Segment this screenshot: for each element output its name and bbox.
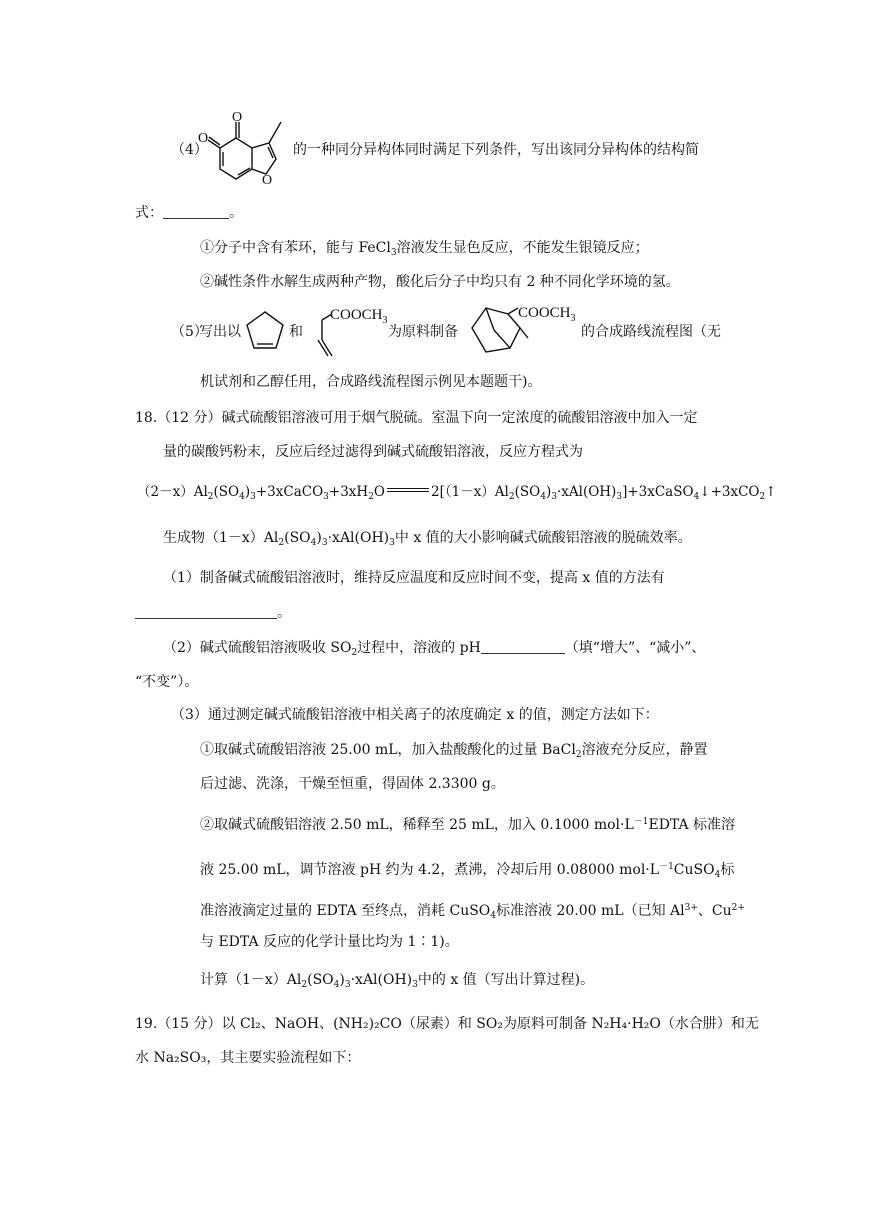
product-label: COOCH — [518, 305, 571, 321]
q17-5-number: （5） — [171, 324, 208, 340]
q17-4-condition-2: ②碱性条件水解生成两种产物，酸化后分子中均只有 2 种不同化学环境的氢。 — [200, 274, 680, 290]
q17-4-text: 的一种同分异构体同时满足下列条件，写出该同分异构体的结构简 — [293, 142, 699, 158]
q17-4-answer-post: 。 — [229, 205, 243, 221]
q18-calc: 计算$(1-x)Al_2(SO_4)_3\cdot xAl(OH)_3$中的 x 值（写出计算过程)。 — [200, 972, 595, 990]
q18-intro-2: 量的碳酸钙粉末，反应后经过滤得到碱式硫酸铝溶液，反应方程式为 — [163, 444, 583, 460]
q18-step-2-line-3: 准溶液滴定过量的 EDTA 至终点，消耗 CuSO$_4$标准溶液 20.00 mL（已知 $Al^{3+}$、$Cu^{2+}$ — [200, 903, 745, 921]
q17-5-text-2: 和 — [289, 324, 303, 340]
molecule-atom-o2: O — [198, 131, 209, 146]
q17-5-text-4: 的合成路线流程图（无 — [581, 324, 721, 340]
q18-step-2-line-2: 液 25.00 mL，调节溶液 pH 约为 4.2，煮沸，冷却后用 0.08000 $mol\cdot L^{-1}CuSO_4$标 — [200, 862, 735, 880]
cyclopentene-molecule — [243, 308, 287, 356]
molecule-atom-o1: O — [232, 110, 243, 125]
q18-part-1-answer: 。 — [135, 603, 291, 623]
product-sub: 3 — [570, 313, 576, 324]
q17-5-text-3: 为原料制备 — [388, 324, 458, 340]
q17-4-answer-pre: 式： — [135, 205, 163, 221]
q18-effect: 生成物$(1-x)Al_2(SO_4)_3\cdot xAl(OH)_3$中 x 值的大小影响碱式硫酸铝溶液的脱硫效率。 — [163, 530, 692, 548]
furanone-molecule — [196, 112, 296, 194]
q18-part-3: （3）通过测定碱式硫酸铝溶液中相关离子的浓度确定 x 的值，测定方法如下： — [171, 707, 659, 723]
reaction-equation: $(2-x)Al_2(SO_4)_3+3xCaCO_3+3xH_2O$ $2[(1-x)Al_2(SO_4)_3\cdot xAl(OH)_3]+3xCaSO_4↓+3xCO_2↑$ — [137, 484, 777, 502]
q18-part-2: （2）碱式硫酸铝溶液吸收 $SO_2$过程中，溶液的 pH （填“增大”、“减小”、 — [163, 640, 706, 658]
q19-line-2: 水 Na₂SO₃，其主要实验流程如下： — [135, 1050, 361, 1066]
svg-text:COOCH3 — [518, 305, 576, 324]
q17-5-text-1: 写出以 — [199, 324, 241, 340]
q18-part-1: （1）制备碱式硫酸铝溶液时，维持反应温度和反应时间不变，提高 x 值的方法有 — [163, 570, 665, 586]
q18-step-2-line-4: 与 EDTA 反应的化学计量比均为 1∶1)。 — [200, 934, 459, 950]
q17-5-line-2: 机试剂和乙醇任用，合成路线流程图示例见本题题干)。 — [200, 374, 542, 390]
svg-text:COOCH3 — [330, 307, 388, 326]
bicyclic-ester-molecule — [462, 300, 582, 362]
ester-sub: 3 — [382, 315, 388, 326]
q17-4-answer-line — [135, 203, 243, 223]
q18-step-1: ①取碱式硫酸铝溶液 25.00 mL，加入盐酸酸化的过量 BaCl$_2$溶液充分反应，静置 — [200, 742, 708, 760]
methyl-crotonate-molecule — [304, 302, 400, 362]
q17-4-condition-1: ①分子中含有苯环，能与 FeCl$_3$溶液发生显色反应，不能发生银镜反应； — [200, 240, 649, 258]
ester-label: COOCH — [330, 307, 383, 323]
q18-step-2: ②取碱式硫酸铝溶液 2.50 mL，稀释至 25 mL，加入 0.1000 $mol\cdot L^{-1}EDTA$ 标准溶 — [200, 817, 736, 833]
q19-line-1: 19.（15 分）以 Cl₂、NaOH、(NH₂)₂CO（尿素）和 SO₂为原料可制备 N₂H₄·H₂O（水合肼）和无 — [135, 1016, 759, 1032]
q18-intro-1: 18.（12 分）碱式硫酸铝溶液可用于烟气脱硫。室温下向一定浓度的硫酸铝溶液中加入一定 — [135, 410, 698, 426]
q18-part-2-cont: “不变”）。 — [135, 674, 199, 690]
answer-blank-1[interactable] — [163, 206, 229, 219]
answer-blank-3[interactable] — [481, 641, 565, 654]
molecule-atom-o3: O — [262, 173, 273, 188]
q17-4-number: （4） — [171, 142, 208, 158]
answer-blank-2[interactable] — [135, 606, 277, 619]
q18-step-1-cont: 后过滤、洗涤，干燥至恒重，得固体 2.3300 g。 — [200, 776, 505, 792]
